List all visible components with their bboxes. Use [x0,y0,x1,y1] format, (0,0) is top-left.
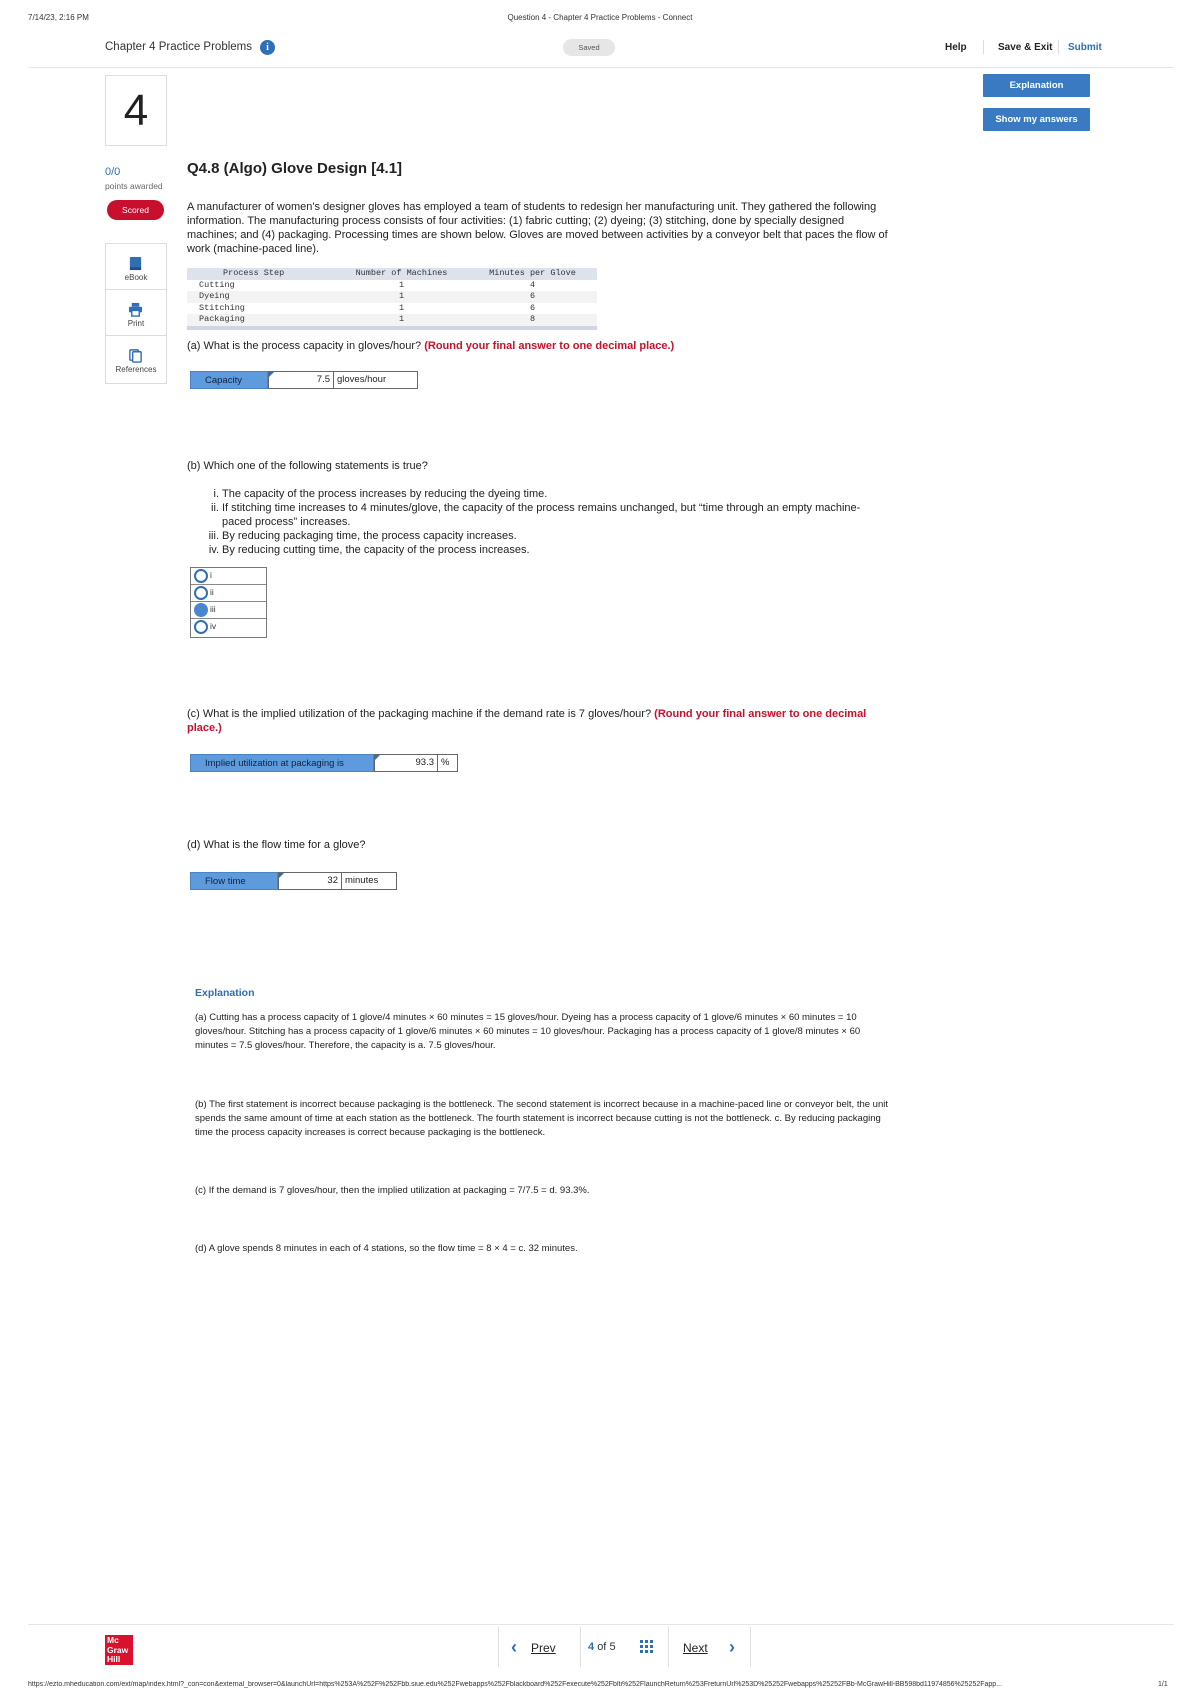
flow-time-label: Flow time [190,872,278,890]
scored-badge: Scored [107,200,164,220]
table-header: Number of Machines [355,268,448,278]
utilization-label: Implied utilization at packaging is [190,754,374,772]
question-number: 4 [105,75,167,146]
references-icon [128,348,143,363]
explanation-c: (c) If the demand is 7 gloves/hour, then the implied utilization at packaging = 7/7.5 = d. 93.3%. [195,1185,590,1196]
explanation-heading: Explanation [195,987,255,999]
info-icon[interactable]: i [260,40,275,55]
printer-icon [128,302,143,317]
statement-number: ii. [211,502,219,514]
book-icon [128,256,143,271]
flow-time-unit: minutes [342,872,397,890]
table-cell: 8 [529,314,536,324]
list-item [204,501,874,529]
table-cell: Dyeing [199,291,230,301]
radio-option-ii[interactable] [191,585,266,602]
show-my-answers-button[interactable]: Show my answers [983,108,1090,131]
part-a-prompt [187,339,897,353]
divider [983,40,984,54]
next-label: Next [683,1641,708,1655]
submit-button[interactable]: Submit [1068,42,1102,53]
grid-icon[interactable] [640,1640,653,1653]
table-cell: 6 [529,291,536,301]
table-cell: Cutting [199,279,235,290]
explanation-b: (b) The first statement is incorrect because packaging is the bottleneck. The second statement is incorrect because in a machine-paced line or conveyor belt, the unit spends the same amount of time at each station as the bottleneck. The fourth statement is incorrect because cutting is not the bottleneck. c. By reducing packaging time the process capacity increases is correct because packaging is the bottleneck. [195,1099,888,1138]
part-c-prompt [187,707,897,735]
explanation-d: (d) A glove spends 8 minutes in each of 4 stations, so the flow time = 8 × 4 = c. 32 minutes. [195,1243,578,1254]
divider [1058,40,1059,54]
part-a-rounding-note: (Round your final answer to one decimal place.) [424,340,675,352]
radio-button[interactable] [194,586,208,600]
print-document-title: Question 4 - Chapter 4 Practice Problems - Connect [507,13,693,22]
score-label: points awarded [105,181,163,191]
table-cell: 6 [529,302,536,313]
table-cell: Stitching [199,302,245,313]
print-datetime: 7/14/23, 2:16 PM [28,13,89,22]
print-tool[interactable] [106,290,166,336]
page-indicator [588,1641,616,1653]
chevron-left-icon: ‹ [511,1637,517,1657]
table-cell: 1 [398,291,405,301]
explanation-button[interactable]: Explanation [983,74,1090,97]
list-item [204,487,874,501]
statement-text: By reducing cutting time, the capacity of the process increases. [222,544,530,556]
utilization-input[interactable]: 93.3 [374,754,438,772]
top-bar [28,30,1174,68]
table-header: Process Step [223,268,285,278]
prev-label: Prev [531,1641,556,1655]
statement-text: By reducing packaging time, the process capacity increases. [222,530,517,542]
statement-list [204,487,874,557]
statement-text: If stitching time increases to 4 minutes/glove, the capacity of the process remains unchanged, but “time through an empty machine-paced process” increases. [222,502,861,528]
capacity-input[interactable]: 7.5 [268,371,334,389]
radio-option-i[interactable] [191,568,266,585]
assignment-title: Chapter 4 Practice Problems [105,41,253,53]
part-a-question: (a) What is the process capacity in gloves/hour? [187,340,422,352]
print-page-number: 1/1 [1158,1681,1168,1688]
print-url: https://ezto.mheducation.com/ext/map/index.html?_con=con&external_browser=0&launchUrl=https%253A%252F%252Fbb.siue.edu%252Fwebapps%252Fblackboard%252Fexecute%252Fblti%252FlaunchReturn%253FreturnUrl%253D%25252Fwebapps%25252FBb-McGrawHill-BB598bd11974856%25252Fapp... [28,1681,1003,1688]
capacity-unit: gloves/hour [334,371,418,389]
next-button[interactable] [668,1627,751,1667]
statement-number: iii. [208,530,219,542]
radio-button-selected[interactable] [194,603,208,617]
prev-button[interactable] [498,1627,581,1667]
radio-button[interactable] [194,569,208,583]
question-intro: A manufacturer of women's designer gloves has employed a team of students to redesign her manufacturing unit. They gathered the following information. The manufacturing process consists of four activities: (1) fabric cutting; (2) dyeing; (3) stitching, done by specially designed machines; and (4) packaging. Processing times are shown below. Gloves are moved between activities by a conveyor belt that paces the flow of work (machine-paced line). [187,201,888,255]
current-page: 4 [588,1641,595,1653]
part-c-rounding-note: (Round your final answer to one decimal place.) [187,708,867,734]
question-title: Q4.8 (Algo) Glove Design [4.1] [187,160,403,177]
flow-time-input[interactable]: 32 [278,872,342,890]
table-cell: 4 [529,279,536,290]
answer-options [190,567,267,638]
radio-button[interactable] [194,620,208,634]
part-d-prompt: (d) What is the flow time for a glove? [187,839,366,851]
utilization-unit: % [438,754,458,772]
footer-bar [28,1624,1174,1672]
saved-status-badge: Saved [563,39,615,56]
mcgraw-hill-logo: Mc Graw Hill [105,1635,133,1665]
table-header-row [187,268,597,280]
option-label: iii [210,604,216,614]
page-of: of [597,1641,607,1653]
score-value: 0/0 [105,166,121,178]
table-header: Minutes per Glove [489,268,576,278]
table-row [187,303,597,315]
table-cell: 1 [398,314,405,324]
table-row [187,314,597,326]
save-exit-button[interactable]: Save & Exit [998,42,1053,53]
help-link[interactable]: Help [945,42,967,53]
option-label: i [210,570,212,580]
tools-panel [105,243,167,384]
statement-number: iv. [208,544,219,556]
ebook-label: eBook [124,273,148,282]
radio-option-iv[interactable] [191,619,266,636]
part-c-question: (c) What is the implied utilization of the packaging machine if the demand rate is 7 gloves/hour? [187,708,652,720]
references-tool[interactable] [106,336,166,382]
table-cell: 1 [398,302,405,313]
table-row [187,291,597,303]
option-label: iv [210,621,217,631]
chevron-right-icon: › [729,1637,735,1657]
references-label: References [115,365,157,374]
part-b-prompt: (b) Which one of the following statements is true? [187,460,428,472]
table-row [187,280,597,292]
radio-option-iii[interactable] [191,602,266,619]
total-pages: 5 [609,1641,616,1653]
table-cell: Packaging [199,314,245,324]
process-table [187,268,597,330]
ebook-tool[interactable] [106,244,166,290]
statement-text: The capacity of the process increases by reducing the dyeing time. [222,488,548,500]
statement-number: i. [213,488,219,500]
option-label: ii [210,587,214,597]
capacity-label: Capacity [190,371,268,389]
print-label: Print [127,319,145,328]
explanation-a: (a) Cutting has a process capacity of 1 glove/4 minutes × 60 minutes = 15 gloves/hour. Dyeing has a process capacity of 1 glove/6 minutes × 60 minutes = 10 gloves/hour. Stitching has a process capacity of 1 glove/6 minutes × 60 minutes = 10 gloves/hour. Packaging has a process capacity of 1 glove/8 minutes × 60 minutes = 7.5 gloves/hour. Therefore, the capacity is a. 7.5 gloves/hour. [195,1012,861,1051]
list-item [204,529,874,543]
table-cell: 1 [398,279,405,290]
list-item [204,543,874,557]
